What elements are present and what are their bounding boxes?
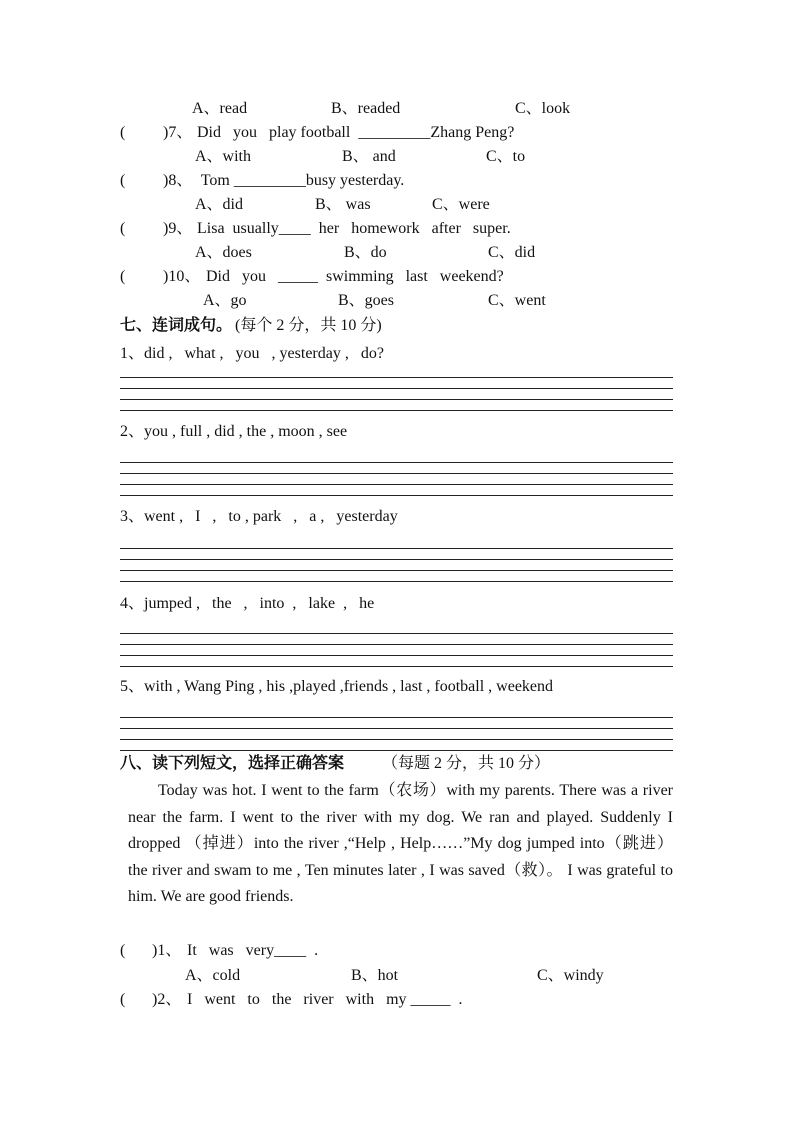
answer-line <box>120 570 673 571</box>
passage-text: Today was hot. I went to the farm（农场）with my parents. There was a river near the farm. I went to the river with my dog. We ran and played. Suddenly I dropped （掉进）into the river ,“Help , Help……”My dog jumped into（跳进）the river and swam to me , Ten minutes later , I was saved（救）。 I was grateful to him. We are good friends. <box>128 782 673 905</box>
q10-option-b: B、goes <box>338 292 395 309</box>
s8-q1-paren-open: ( <box>120 942 126 959</box>
section7-score-note: (每个 2 分，共 10 分) <box>235 317 382 334</box>
answer-line <box>120 644 673 645</box>
q9-paren-open: ( <box>120 220 126 237</box>
answer-line <box>120 728 673 729</box>
q8-stem: Tom _________busy yesterday. <box>197 172 405 189</box>
answer-line <box>120 462 673 463</box>
q7-option-a: A、with <box>195 148 252 165</box>
q9-option-a: A、does <box>195 244 252 261</box>
q7-stem: Did you play football _________Zhang Peng? <box>197 124 515 141</box>
q10-option-c: C、went <box>488 292 546 309</box>
s8-q1-number: )1、 <box>152 942 182 959</box>
answer-line <box>120 559 673 560</box>
s8-q2-paren-open: ( <box>120 991 126 1008</box>
s8-q2-stem: I went to the river with my _____ . <box>187 991 463 1008</box>
s8-q2-number: )2、 <box>152 991 182 1008</box>
reading-passage <box>128 778 673 911</box>
answer-line <box>120 388 673 389</box>
q10-number: )10、 <box>163 268 201 285</box>
answer-line <box>120 548 673 549</box>
answer-line <box>120 717 673 718</box>
s7-item-1: 1、did , what , you , yesterday , do? <box>120 345 384 362</box>
q8-option-a: A、did <box>195 196 244 213</box>
answer-line <box>120 495 673 496</box>
section8-title: 八、读下列短文，选择正确答案 <box>120 755 345 772</box>
s7-item-2: 2、you , full , did , the , moon , see <box>120 423 348 440</box>
q7-number: )7、 <box>163 124 193 141</box>
q10-paren-open: ( <box>120 268 126 285</box>
s8-q1-stem: It was very____ . <box>187 942 319 959</box>
q9-number: )9、 <box>163 220 193 237</box>
q7-paren-open: ( <box>120 124 126 141</box>
q9-option-c: C、did <box>488 244 536 261</box>
answer-line <box>120 750 673 751</box>
q7-option-b: B、 and <box>342 148 396 165</box>
q6-option-c: C、look <box>515 100 571 117</box>
q6-option-a: A、read <box>192 100 248 117</box>
answer-line <box>120 633 673 634</box>
s8-q1-option-c: C、windy <box>537 967 604 984</box>
answer-line <box>120 473 673 474</box>
answer-line <box>120 666 673 667</box>
section8-score-note: （每题 2 分，共 10 分） <box>382 755 551 772</box>
q8-number: )8、 <box>163 172 193 189</box>
q8-option-b: B、 was <box>315 196 371 213</box>
answer-line <box>120 410 673 411</box>
answer-line <box>120 377 673 378</box>
section7-title: 七、连词成句。 <box>120 317 233 334</box>
q9-stem: Lisa usually____ her homework after super. <box>197 220 511 237</box>
s7-item-4: 4、jumped , the , into , lake , he <box>120 595 375 612</box>
q8-option-c: C、were <box>432 196 490 213</box>
answer-line <box>120 484 673 485</box>
q10-option-a: A、go <box>203 292 247 309</box>
q6-option-b: B、readed <box>331 100 401 117</box>
q10-stem: Did you _____ swimming last weekend? <box>206 268 504 285</box>
answer-line <box>120 739 673 740</box>
s7-item-3: 3、went , I , to , park , a , yesterday <box>120 508 398 525</box>
q9-option-b: B、do <box>344 244 387 261</box>
s7-item-5: 5、with , Wang Ping , his ,played ,friends , last , football , weekend <box>120 678 554 695</box>
q8-paren-open: ( <box>120 172 126 189</box>
q7-option-c: C、to <box>486 148 526 165</box>
answer-line <box>120 399 673 400</box>
s8-q1-option-a: A、cold <box>185 967 241 984</box>
answer-line <box>120 655 673 656</box>
s8-q1-option-b: B、hot <box>351 967 399 984</box>
answer-line <box>120 581 673 582</box>
